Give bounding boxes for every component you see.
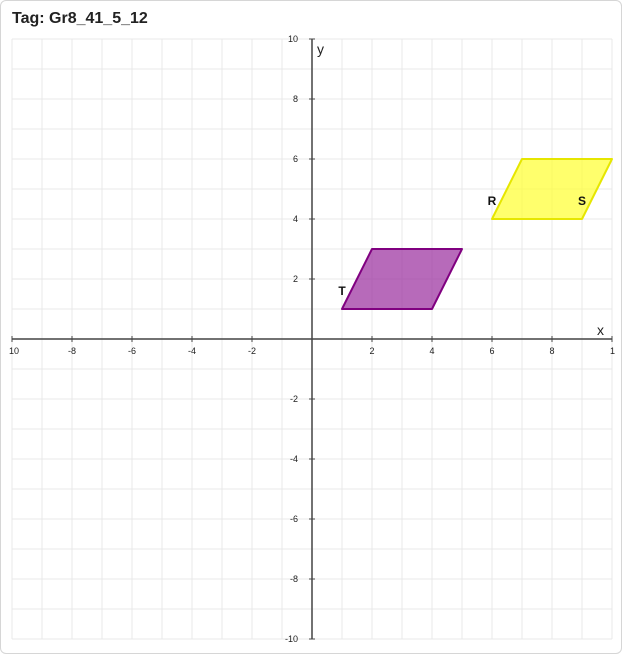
x-axis-label: x bbox=[597, 322, 604, 338]
y-tick-label: 10 bbox=[287, 34, 298, 44]
point-label-S: S bbox=[577, 194, 587, 208]
point-label-T: T bbox=[338, 284, 346, 298]
y-tick-label: 4 bbox=[292, 214, 298, 224]
page-title: Tag: Gr8_41_5_12 bbox=[12, 10, 148, 27]
x-tick-label: -8 bbox=[67, 346, 77, 356]
coordinate-plane[interactable] bbox=[1, 1, 621, 653]
x-tick-label: 10 bbox=[9, 346, 20, 356]
purple-parallelogram bbox=[342, 249, 462, 309]
y-tick-label: 6 bbox=[292, 154, 298, 164]
y-tick-label: -8 bbox=[289, 574, 298, 584]
y-tick-label: -10 bbox=[284, 634, 298, 644]
x-tick-label: -4 bbox=[187, 346, 197, 356]
x-tick-label: -2 bbox=[247, 346, 257, 356]
shapes bbox=[342, 159, 612, 309]
x-tick-label: 4 bbox=[429, 346, 435, 356]
y-axis-label: y bbox=[317, 41, 324, 57]
y-tick-label: -2 bbox=[289, 394, 298, 404]
point-label-R: R bbox=[487, 194, 497, 208]
x-tick-label: -6 bbox=[127, 346, 137, 356]
x-tick-label: 6 bbox=[489, 346, 495, 356]
y-tick-label: -4 bbox=[289, 454, 298, 464]
x-tick-label: 1 bbox=[609, 346, 615, 356]
y-tick-label: 2 bbox=[292, 274, 298, 284]
x-tick-label: 8 bbox=[549, 346, 555, 356]
x-tick-label: 2 bbox=[369, 346, 375, 356]
y-tick-label: -6 bbox=[289, 514, 298, 524]
yellow-parallelogram bbox=[492, 159, 612, 219]
y-tick-label: 8 bbox=[292, 94, 298, 104]
